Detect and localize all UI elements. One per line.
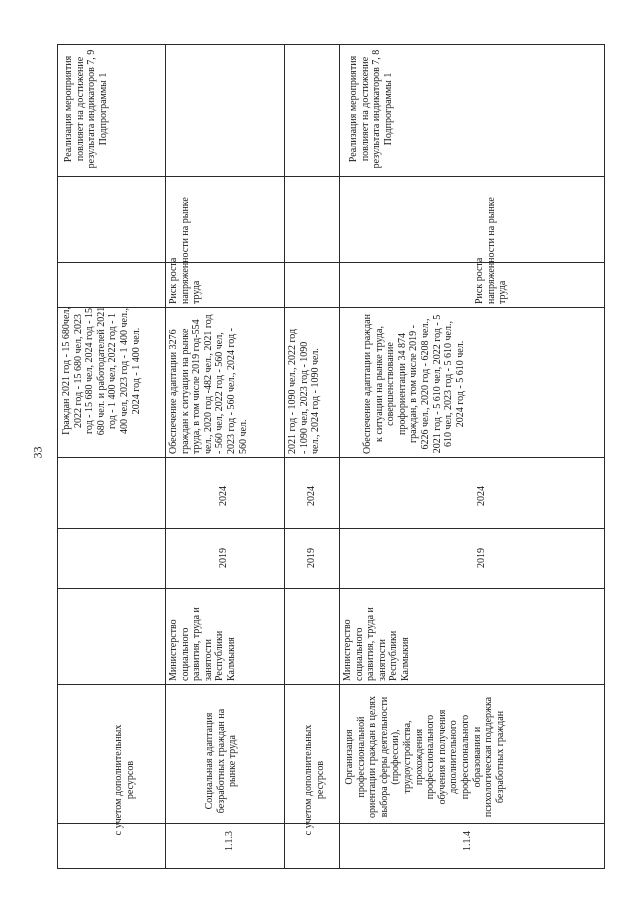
row-result: Граждан 2021 год - 15 680чел, 2022 год - 15 680 чел, 2023 год - 15 680 чел, 2024 год - 15 680 чел. и работодателей 2021 год - 1 400 чел, 2022 год - 1 400 чел, 2023 год - 1 400 чел., 2024 год - 1 400 чел. [61,306,142,436]
row-number: 1.1.3 [224,831,235,851]
row-executor: Министерство социального развития, труда и занятости Республики Калмыкия [168,607,237,681]
table-row [166,44,284,869]
row-risk: Риск роста напряженности на рынке труда [168,197,203,304]
row-start-year: 2019 [306,548,317,568]
row-name: Организация профессиональной ориентации граждан в целях выбора сферы деятельности (профессии), трудоустройства, прохождения профессионального обучения и получения дополнительного профессионального образования и психологическая поддержка безработных граждан [344,695,506,819]
table-row [340,44,604,869]
row-indicator: Реализация мероприятия повлияет на достижение результата индикаторов 7, 8 Подпрограммы 1 [348,49,394,169]
row-name: Социальная адаптация безработных граждан на рынке труда [204,708,239,814]
row-result: 2021 год - 1090 чел., 2022 год - 1090 чел, 2023 год - 1090 чел., 2024 год - 1090 чел. [287,328,322,454]
row-result: Обеспечение адаптации граждан к ситуации на рынке труда, совершенствование профориентации 34 874 граждан, в том числе 2019 - 6226 чел., 2020 год - 6208 чел., 2021 год - 5 610 чел, 2022 год - 5 610 чел, 2023 год - 5 610 чел., 2024 год - 5 610 чел. [362,314,466,454]
row-name: с учетом дополнительных ресурсов [303,724,326,836]
rotated-table [57,44,605,869]
row-start-year: 2019 [218,548,229,568]
row-executor: Министерство социального развития, труда и занятости Республики Калмыкия [342,607,411,681]
row-result: Обеспечение адаптации 3276 граждан к ситуации на рынке труда, в том числе 2019 год-554 чел., 2020 год -482 чел., 2021 год - 560 чел, 2022 год - 560 чел, 2023 год - 560 чел., 2024 год - 560 чел. [168,314,249,454]
row-indicator: Реализация мероприятия повлияет на достижение результата индикаторов 7, 9 Подпрограммы 1 [63,49,109,169]
page-number: 33 [30,446,45,459]
row-start-year: 2019 [476,548,487,568]
row-name: с учетом дополнительных ресурсов [113,724,136,836]
row-number: 1.1.4 [462,831,473,851]
row-end-year: 2024 [306,486,317,506]
table-row [57,44,165,869]
row-end-year: 2024 [218,486,229,506]
row-end-year: 2024 [476,486,487,506]
table-row [285,44,339,869]
row-risk: Риск роста напряженности на рынке труда [474,197,509,304]
table-border [604,44,605,869]
